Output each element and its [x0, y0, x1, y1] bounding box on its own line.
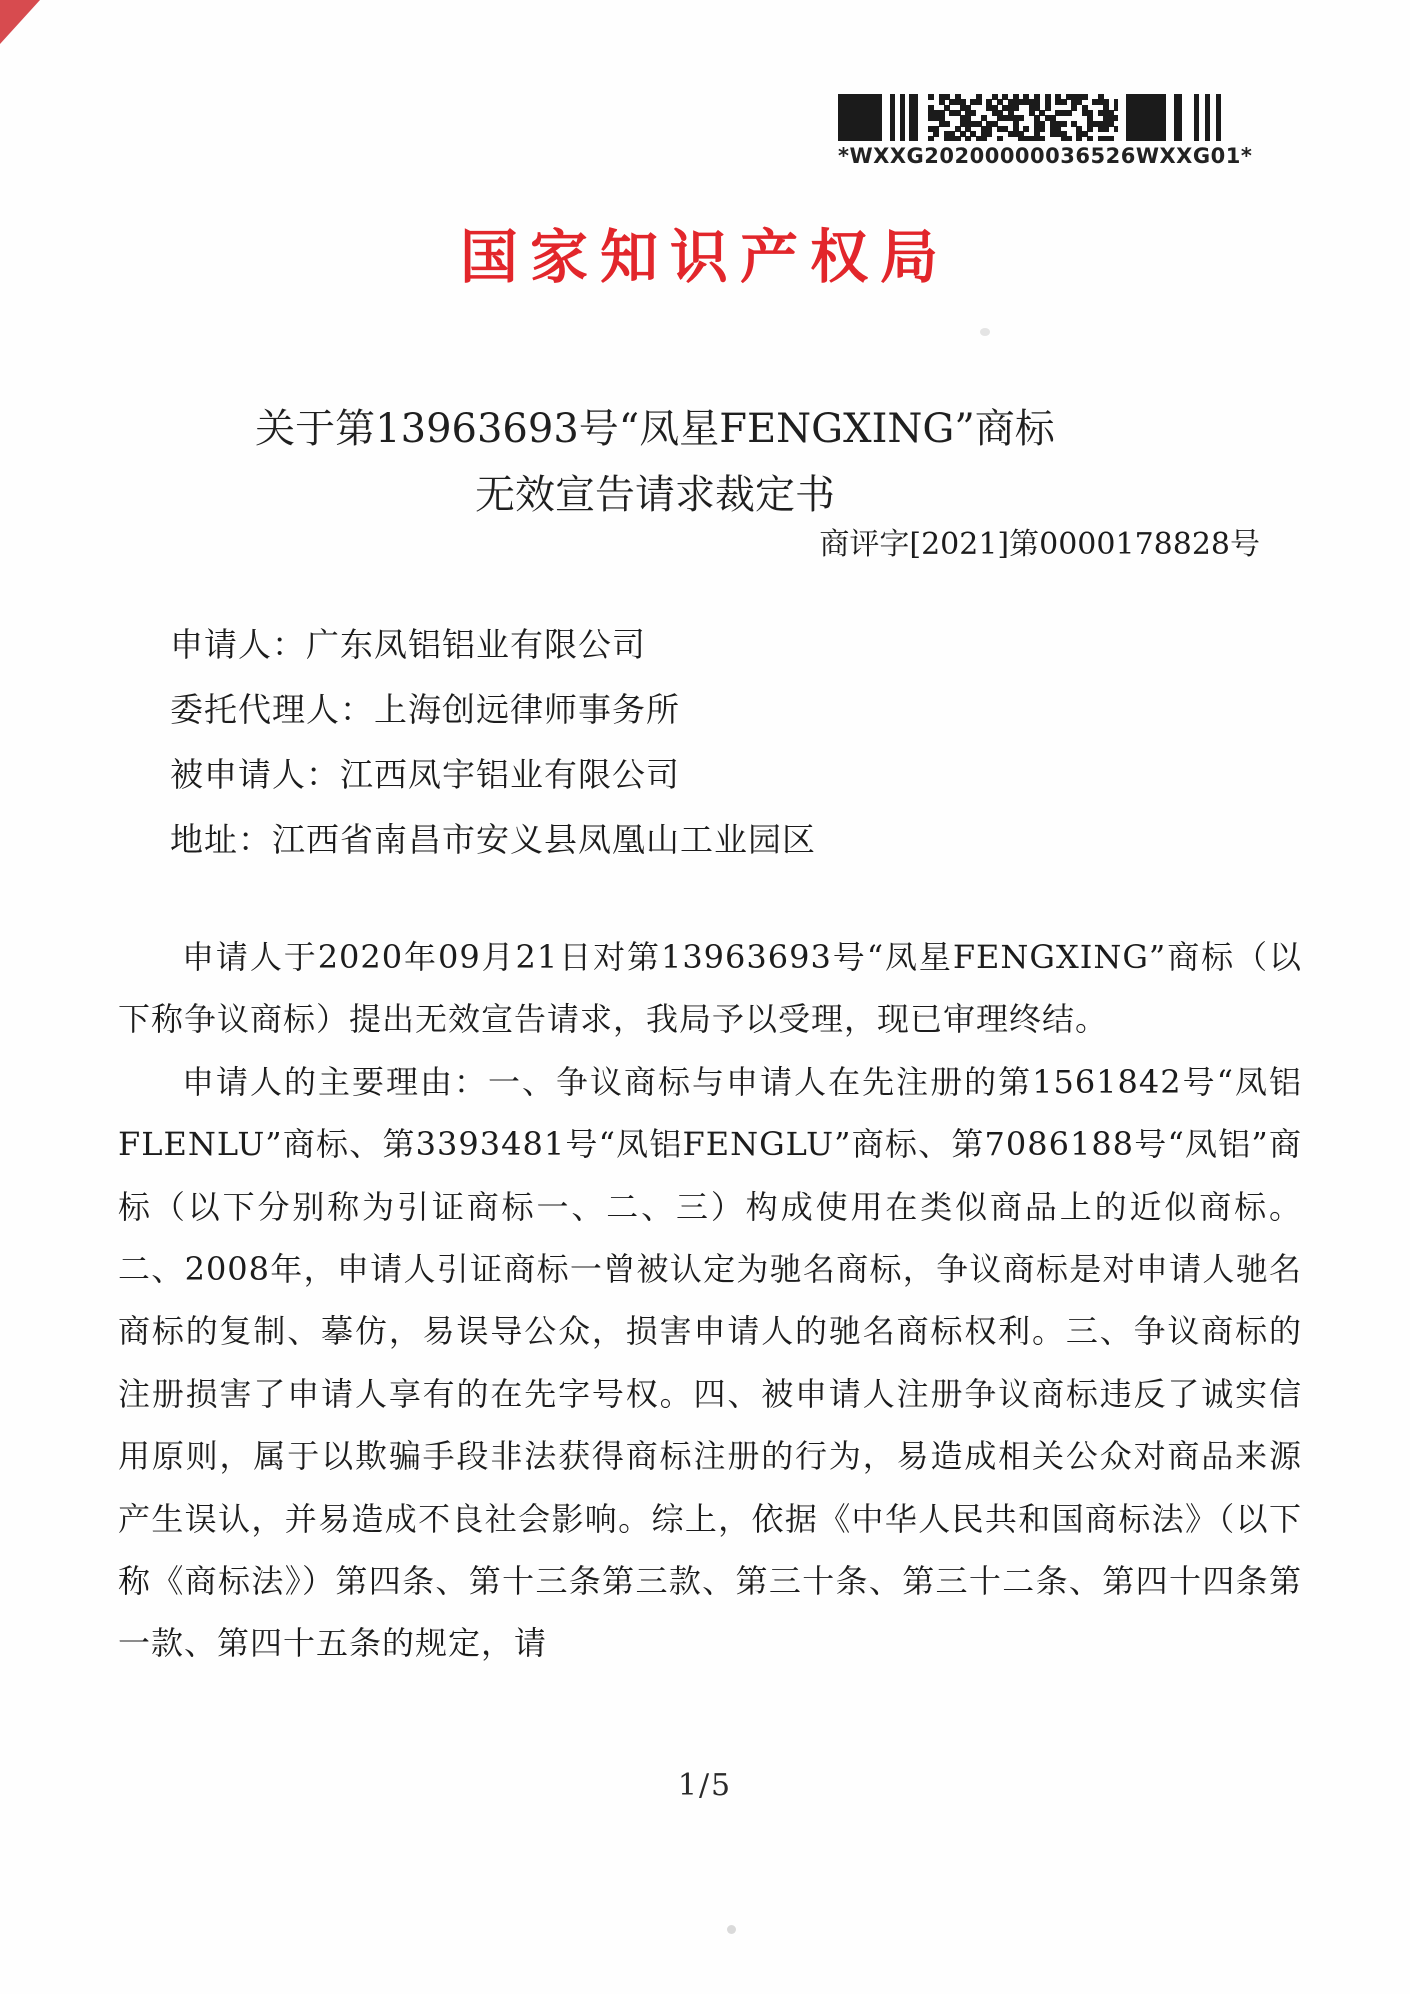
address-line: 地址：江西省南昌市安义县凤凰山工业园区: [170, 820, 816, 859]
barcode-bar: [1216, 94, 1221, 141]
barcode-start-block: [838, 94, 882, 141]
barcode-bar: [909, 94, 918, 141]
barcode: [838, 94, 1253, 168]
case-number: 商评字[2021]第0000178828号: [819, 527, 1260, 562]
decision-body: [118, 926, 1302, 1675]
scan-speck: [980, 328, 990, 336]
body-paragraph-2: 申请人的主要理由：一、争议商标与申请人在先注册的第1561842号“凤铝 FLENLU”商标、第3393481号“凤铝FENGLU”商标、第7086188号“凤铝”商标（以下分别称为引证商标一、二、三）构成使用在类似商品上的近似商标。二、2008年，申请人引证商标一曾被认定为驰名商标，争议商标是对申请人驰名商标的复制、摹仿，易误导公众，损害申请人的驰名商标权利。三、争议商标的注册损害了申请人享有的在先字号权。四、被申请人注册争议商标违反了诚实信用原则，属于以欺骗手段非法获得商标注册的行为，易造成相关公众对商品来源产生误认，并易造成不良社会影响。综上，依据《中华人民共和国商标法》（以下称《商标法》）第四条、第十三条第三款、第三十条、第三十二条、第四十四条第一款、第四十五条的规定，请: [118, 1062, 1302, 1663]
scan-corner-artifact: [0, 0, 40, 44]
body-paragraph-1: 申请人于2020年09月21日对第13963693号“凤星FENGXING”商标（以下称争议商标）提出无效宣告请求，我局予以受理，现已审理终结。: [118, 938, 1302, 1039]
document-title: [0, 396, 1310, 528]
barcode-graphic: [838, 94, 1230, 141]
party-info: [170, 612, 816, 872]
barcode-bar: [1174, 94, 1182, 141]
agency-title: 国家知识产权局: [459, 223, 950, 291]
respondent-line: 被申请人：江西凤宇铝业有限公司: [170, 755, 680, 794]
barcode-end-block: [1126, 94, 1166, 141]
agent-line: 委托代理人：上海创远律师事务所: [170, 690, 680, 729]
barcode-matrix: [928, 94, 1118, 141]
scan-speck: [727, 1925, 736, 1934]
page-number: 1/5: [677, 1768, 733, 1803]
applicant-line: 申请人：广东凤铝铝业有限公司: [170, 625, 646, 664]
document-title-line1: 关于第13963693号“凤星FENGXING”商标: [255, 406, 1055, 452]
document-title-line2: 无效宣告请求裁定书: [475, 472, 835, 518]
barcode-code-text: *WXXG20200000036526WXXG01*: [838, 144, 1253, 168]
